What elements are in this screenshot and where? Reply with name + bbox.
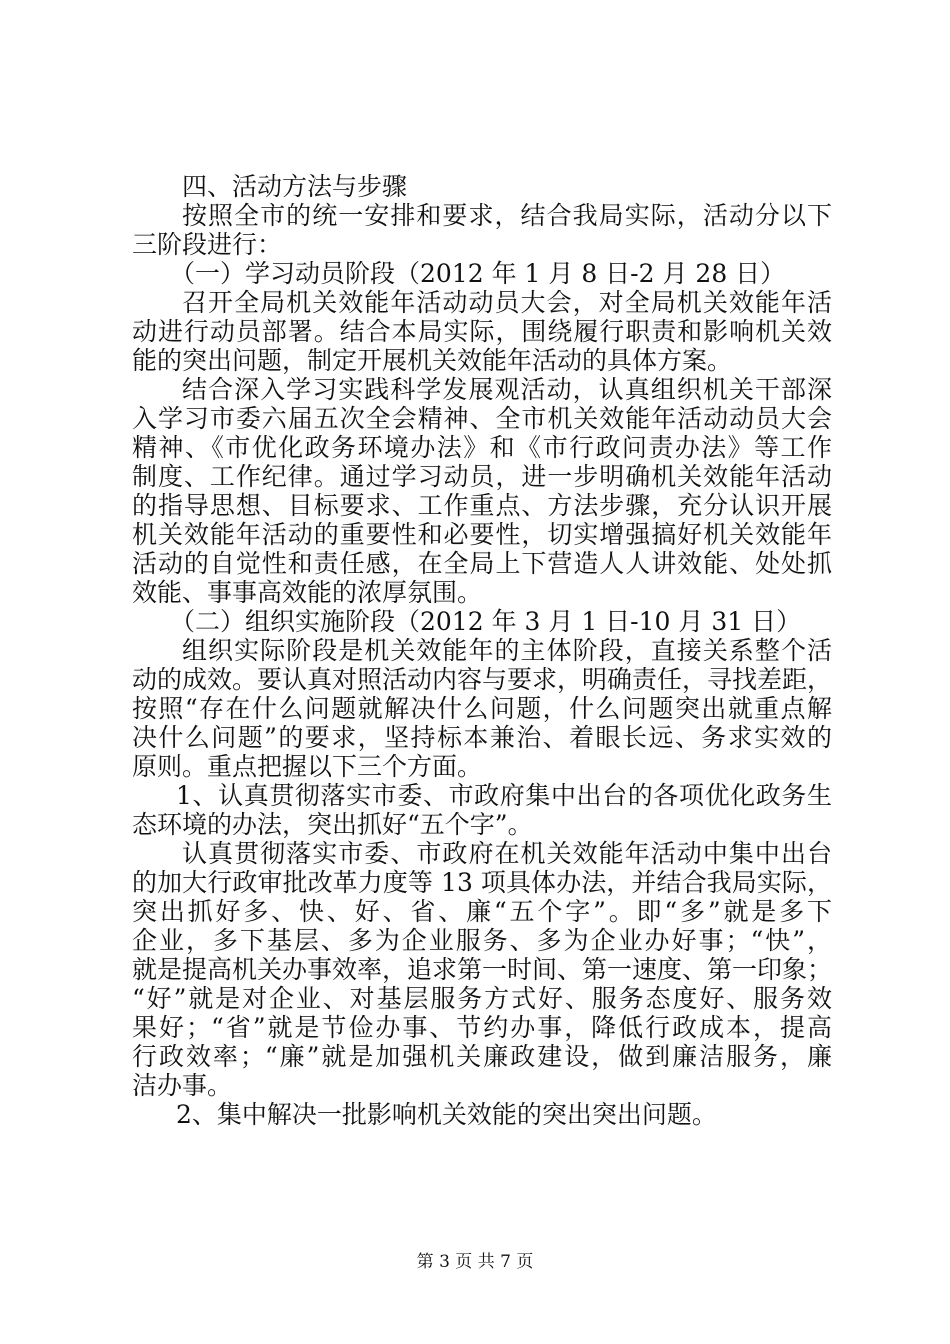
text-line: 的指导思想、目标要求、工作重点、方法步骤，充分认识开展 bbox=[132, 491, 832, 520]
text-line: 能的突出问题，制定开展机关效能年活动的具体方案。 bbox=[132, 346, 733, 375]
text-line: 组织实际阶段是机关效能年的主体阶段，直接关系整个活 bbox=[182, 636, 832, 665]
text-line: 的加大行政审批改革力度等 13 项具体办法，并结合我局实际， bbox=[132, 868, 832, 897]
text-line: 果好；“省”就是节俭办事、节约办事，降低行政成本，提高 bbox=[132, 1013, 832, 1042]
section-heading: 四、活动方法与步骤 bbox=[182, 172, 408, 201]
subsection-heading: （二）组织实施阶段（2012 年 3 月 1 日-10 月 31 日） bbox=[170, 607, 802, 636]
text-line: 制度、工作纪律。通过学习动员，进一步明确机关效能年活动 bbox=[132, 462, 832, 491]
text-line: 结合深入学习实践科学发展观活动，认真组织机关干部深 bbox=[182, 375, 832, 404]
page-number-footer: 第 3 页 共 7 页 bbox=[416, 1252, 534, 1272]
text-line: 活动的自觉性和责任感，在全局上下营造人人讲效能、处处抓 bbox=[132, 549, 832, 578]
text-line: 入学习市委六届五次全会精神、全市机关效能年活动动员大会 bbox=[132, 404, 832, 433]
text-line: 精神、《市优化政务环境办法》和《市行政问责办法》等工作 bbox=[132, 433, 832, 462]
text-line: 动进行动员部署。结合本局实际，围绕履行职责和影响机关效 bbox=[132, 317, 832, 346]
text-line: 决什么问题”的要求，坚持标本兼治、着眼长远、务求实效的 bbox=[132, 723, 832, 752]
text-line: 机关效能年活动的重要性和必要性，切实增强搞好机关效能年 bbox=[132, 520, 832, 549]
numbered-item-heading: 1、认真贯彻落实市委、市政府集中出台的各项优化政务生 bbox=[176, 781, 832, 810]
text-line: 洁办事。 bbox=[132, 1071, 233, 1100]
text-line: 突出抓好多、快、好、省、廉“五个字”。即“多”就是多下 bbox=[132, 897, 832, 926]
text-line: 认真贯彻落实市委、市政府在机关效能年活动中集中出台 bbox=[182, 839, 832, 868]
text-line: 态环境的办法，突出抓好“五个字”。 bbox=[132, 810, 533, 839]
text-line: 按照“存在什么问题就解决什么问题，什么问题突出就重点解 bbox=[132, 694, 832, 723]
text-line: 原则。重点把握以下三个方面。 bbox=[132, 752, 483, 781]
text-line: 行政效率；“廉”就是加强机关廉政建设，做到廉洁服务，廉 bbox=[132, 1042, 832, 1071]
text-line: 召开全局机关效能年活动动员大会，对全局机关效能年活 bbox=[182, 288, 832, 317]
text-line: 企业，多下基层、多为企业服务、多为企业办好事；“快”， bbox=[132, 926, 832, 955]
text-line: 按照全市的统一安排和要求，结合我局实际，活动分以下 bbox=[182, 201, 832, 230]
numbered-item-heading: 2、集中解决一批影响机关效能的突出突出问题。 bbox=[176, 1100, 717, 1129]
subsection-heading: （一）学习动员阶段（2012 年 1 月 8 日-2 月 28 日） bbox=[170, 259, 786, 288]
text-line: “好”就是对企业、对基层服务方式好、服务态度好、服务效 bbox=[132, 984, 832, 1013]
document-body bbox=[132, 172, 832, 1129]
text-line: 就是提高机关办事效率，追求第一时间、第一速度、第一印象； bbox=[132, 955, 832, 984]
text-line: 效能、事事高效能的浓厚氛围。 bbox=[132, 578, 483, 607]
text-line: 动的成效。要认真对照活动内容与要求，明确责任，寻找差距， bbox=[132, 665, 832, 694]
text-line: 三阶段进行： bbox=[132, 230, 283, 259]
